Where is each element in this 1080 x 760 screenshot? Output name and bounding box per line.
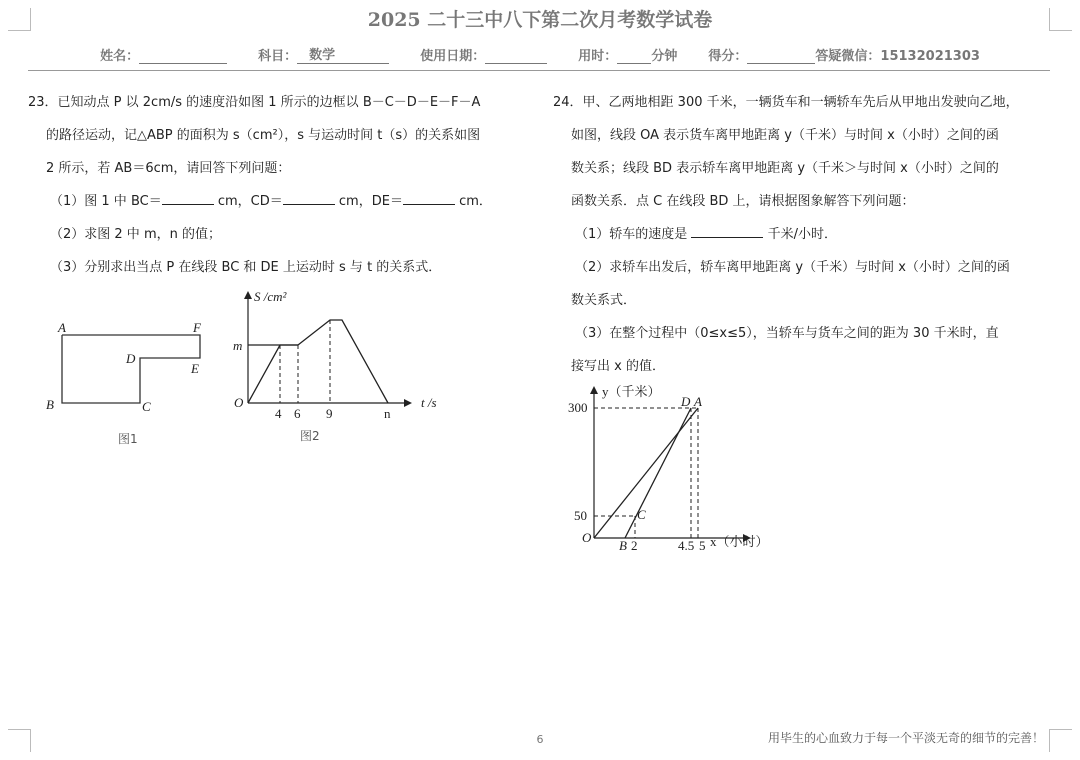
time-label: 用时： xyxy=(578,49,618,64)
fig2-x-label: t /s xyxy=(421,395,437,410)
point-c-label: C xyxy=(142,399,151,414)
y-tick-50: 50 xyxy=(574,508,587,523)
q23-part1-text-d: cm． xyxy=(459,194,492,209)
exam-title: 2025 二十三中八下第二次月考数学试卷 xyxy=(367,9,713,31)
q23-part-1 xyxy=(28,185,533,218)
score-field[interactable] xyxy=(747,63,815,64)
q24-part1-text-b: 千米/小时． xyxy=(767,227,837,242)
point-c-label-q24: C xyxy=(637,507,646,522)
q23-part1-text-b: cm，CD＝ xyxy=(217,194,283,209)
cd-answer-blank[interactable] xyxy=(283,192,335,205)
q23-part-3: （3）分别求出当点 P 在线段 BC 和 DE 上运动时 s 与 t 的关系式． xyxy=(50,260,442,275)
time-unit: 分钟 xyxy=(651,49,678,64)
y-tick-300: 300 xyxy=(568,400,588,415)
figure-2-graph xyxy=(228,283,458,448)
subject-field: 数学 xyxy=(297,44,389,64)
fig2-tick-9: 9 xyxy=(326,406,333,421)
x-tick-5: 5 xyxy=(699,538,706,553)
q24-part-1 xyxy=(553,218,1053,251)
fig2-y-label: S /cm² xyxy=(254,289,287,304)
figure-2-caption: 图2 xyxy=(300,429,320,443)
name-field[interactable] xyxy=(139,63,227,64)
point-a-label: A xyxy=(58,320,66,335)
graph-y-label: y（千米） xyxy=(602,384,661,399)
q24-part-3-line-2: 接写出 x 的值． xyxy=(571,359,665,374)
q24-line-1: 24．甲、乙两地相距 300 千米，一辆货车和一辆轿车先后从甲地出发驶向乙地， xyxy=(553,95,1019,110)
point-b-label: B xyxy=(46,397,54,412)
page-number: 6 xyxy=(536,733,544,746)
name-label: 姓名： xyxy=(100,49,140,64)
bc-answer-blank[interactable] xyxy=(162,192,214,205)
question-24 xyxy=(553,86,1053,383)
car-speed-answer-blank[interactable] xyxy=(691,225,763,238)
fig2-m-label: m xyxy=(233,338,243,353)
point-d-label: D xyxy=(126,351,136,366)
q24-line-3: 数关系；线段 BD 表示轿车离甲地距离 y（千米＞与时间 x（小时）之间的 xyxy=(571,161,999,176)
question-23 xyxy=(28,86,533,284)
contact-value: 15132021303 xyxy=(880,49,980,64)
date-field[interactable] xyxy=(485,63,547,64)
graph-y-axis-arrow xyxy=(590,386,598,394)
point-a-label-q24: A xyxy=(694,394,702,409)
fig2-tick-n: n xyxy=(384,406,391,421)
q23-line-3: 2 所示，若 AB＝6cm，请回答下列问题： xyxy=(46,161,291,176)
fig2-origin-label: O xyxy=(234,395,244,410)
segment-oa xyxy=(594,408,698,538)
q24-part1-text-a: （1）轿车的速度是 xyxy=(575,227,688,242)
subject-label: 科目： xyxy=(258,49,298,64)
q24-line-4: 函数关系．点 C 在线段 BD 上，请根据图象解答下列问题： xyxy=(571,194,915,209)
fig2-tick-4: 4 xyxy=(275,406,282,421)
point-e-label: E xyxy=(191,361,199,376)
segment-bd xyxy=(625,408,691,538)
q24-line-2: 如图，线段 OA 表示货车离甲地距离 y（千米）与时间 x（小时）之间的函 xyxy=(571,128,999,143)
q24-part-3-line-1: （3）在整个过程中（0≤x≤5），当轿车与货车之间的距为 30 千米时，直 xyxy=(575,326,999,341)
time-field[interactable] xyxy=(617,63,651,64)
q23-line-2: 的路径运动，记△ABP 的面积为 s（cm²），s 与运动时间 t（s）的关系如图 xyxy=(46,128,481,143)
q24-part-2-line-2: 数关系式． xyxy=(571,293,637,308)
point-f-label: F xyxy=(193,320,201,335)
student-info-bar xyxy=(0,44,1080,64)
area-curve xyxy=(248,320,388,403)
q23-part-2: （2）求图 2 中 m，n 的值； xyxy=(50,227,221,242)
figure-1-frame xyxy=(40,310,230,455)
q23-part1-text-c: cm，DE＝ xyxy=(338,194,403,209)
y-axis-arrow xyxy=(244,291,252,299)
score-label: 得分： xyxy=(708,49,748,64)
frame-outline xyxy=(62,335,200,403)
x-tick-2: 2 xyxy=(631,538,638,553)
x-axis-arrow xyxy=(404,399,412,407)
x-tick-b: B xyxy=(619,538,627,553)
q23-part1-text-a: （1）图 1 中 BC＝ xyxy=(50,194,162,209)
date-label: 使用日期： xyxy=(420,49,486,64)
de-answer-blank[interactable] xyxy=(403,192,455,205)
point-d-label-q24: D xyxy=(681,394,691,409)
q24-distance-time-graph xyxy=(562,380,772,555)
figure-1-caption: 图1 xyxy=(118,432,138,446)
fig2-tick-6: 6 xyxy=(294,406,301,421)
graph-origin-label: O xyxy=(582,530,592,545)
q23-line-1: 23．已知动点 P 以 2cm/s 的速度沿如图 1 所示的边框以 B－C－D－E－F－A xyxy=(28,95,481,110)
graph-x-label: x（小时） xyxy=(710,534,769,549)
contact-label: 答疑微信： xyxy=(815,49,881,64)
footer-motto: 用毕生的心血致力于每一个平淡无奇的细节的完善！ xyxy=(767,731,1044,745)
q24-part-2-line-1: （2）求轿车出发后，轿车离甲地距离 y（千米）与时间 x（小时）之间的函 xyxy=(575,260,1010,275)
x-tick-4-5: 4.5 xyxy=(678,538,695,553)
header-divider xyxy=(28,70,1050,71)
